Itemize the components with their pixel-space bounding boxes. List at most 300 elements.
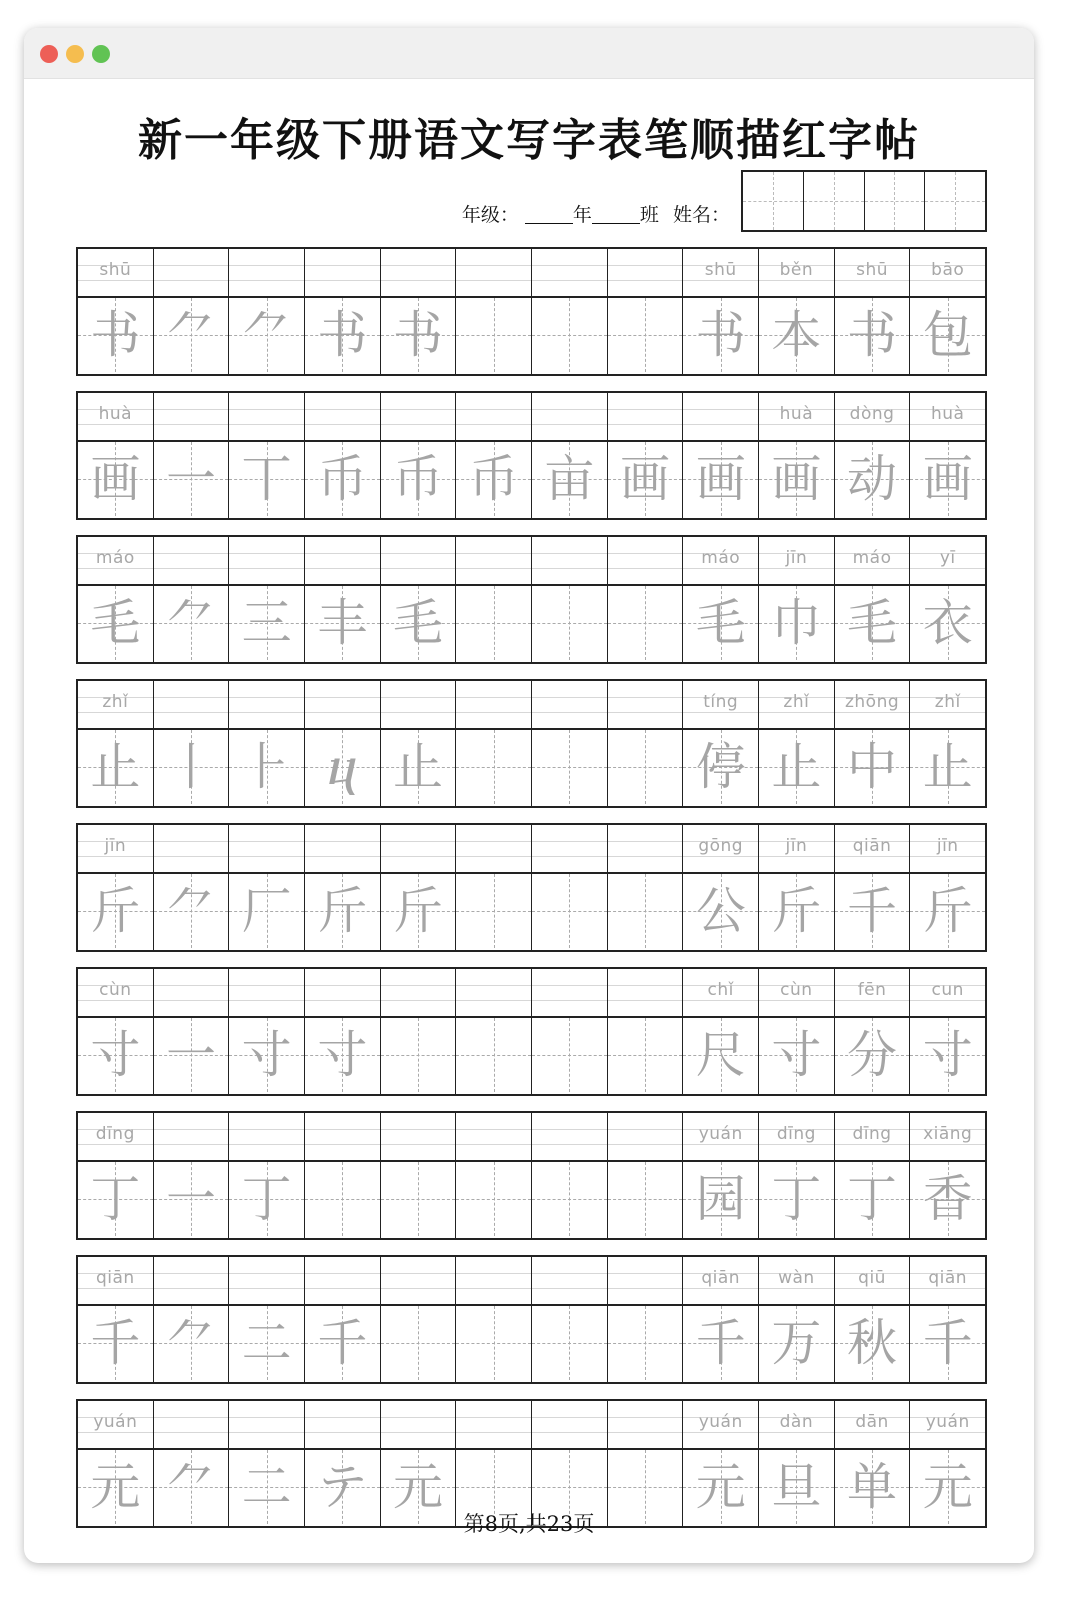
practice-cell[interactable] (456, 1257, 532, 1382)
pinyin-box (608, 393, 683, 442)
practice-cell[interactable] (305, 249, 381, 374)
pinyin-text: jīn (104, 836, 127, 856)
practice-cell[interactable] (835, 537, 911, 662)
pinyin-text: yuán (698, 1412, 743, 1432)
practice-cell[interactable] (305, 1401, 381, 1526)
tracing-character: 止 (393, 738, 444, 796)
practice-cell[interactable] (78, 1113, 154, 1238)
character-box (78, 1450, 153, 1524)
tracing-character (381, 1162, 456, 1236)
practice-cell[interactable] (683, 1257, 759, 1382)
practice-cell[interactable] (305, 393, 381, 518)
character-box (154, 586, 229, 660)
character-box (381, 730, 456, 804)
character-box (154, 1018, 229, 1092)
pinyin-text: yuán (925, 1412, 970, 1432)
practice-cell[interactable] (78, 1257, 154, 1382)
character-box (78, 1306, 153, 1380)
document-window (24, 28, 1034, 1563)
pinyin-box (759, 681, 834, 730)
pinyin-text: dān (855, 1412, 889, 1432)
practice-cell[interactable] (456, 1113, 532, 1238)
practice-cell[interactable] (835, 249, 911, 374)
character-box (683, 586, 758, 660)
practice-cell[interactable] (381, 537, 457, 662)
character-box (835, 1450, 910, 1524)
pinyin-box (759, 1401, 834, 1450)
practice-cell[interactable] (683, 681, 759, 806)
pinyin-box (835, 969, 910, 1018)
practice-row (76, 967, 987, 1096)
pinyin-text: shū (704, 260, 737, 280)
pinyin-box (229, 393, 304, 442)
pinyin-box (78, 1257, 153, 1306)
character-box (608, 874, 683, 948)
tracing-character (608, 1162, 683, 1236)
pinyin-text: wàn (778, 1268, 815, 1288)
tracing-character: 书 (695, 306, 746, 364)
pinyin-box (683, 825, 758, 874)
pinyin-box (154, 825, 229, 874)
practice-cell[interactable] (381, 1401, 457, 1526)
practice-cell[interactable] (683, 825, 759, 950)
name-cell[interactable] (925, 172, 985, 230)
pinyin-text: bāo (931, 260, 965, 280)
tracing-character: 止 (922, 738, 973, 796)
character-box (910, 442, 985, 516)
practice-cell[interactable] (78, 969, 154, 1094)
pinyin-text: máo (95, 548, 135, 568)
tracing-character: 二 (241, 1314, 292, 1372)
practice-cell[interactable] (229, 249, 305, 374)
practice-cell[interactable] (381, 825, 457, 950)
name-cell[interactable] (743, 172, 804, 230)
practice-cell[interactable] (683, 393, 759, 518)
tracing-character (608, 1450, 683, 1524)
practice-cell[interactable] (229, 1257, 305, 1382)
practice-cell[interactable] (532, 969, 608, 1094)
practice-cell[interactable] (910, 1257, 985, 1382)
practice-cell[interactable] (229, 825, 305, 950)
practice-cell[interactable] (456, 681, 532, 806)
practice-cell[interactable] (683, 1401, 759, 1526)
character-box (759, 298, 834, 372)
character-box (229, 730, 304, 804)
practice-cell[interactable] (456, 969, 532, 1094)
character-box (683, 1018, 758, 1092)
character-box (910, 1018, 985, 1092)
tracing-character: 毛 (695, 594, 746, 652)
character-box (608, 1450, 683, 1524)
character-box (456, 442, 531, 516)
character-box (683, 1450, 758, 1524)
pinyin-text: zhōng (844, 692, 900, 712)
practice-cell[interactable] (229, 969, 305, 1094)
pinyin-box (683, 1401, 758, 1450)
character-box (835, 586, 910, 660)
tracing-character: 一 (166, 1170, 216, 1228)
character-box (532, 874, 607, 948)
practice-cell[interactable] (608, 1113, 684, 1238)
character-box (381, 1162, 456, 1236)
pinyin-box (456, 393, 531, 442)
pinyin-box (229, 681, 304, 730)
practice-cell[interactable] (532, 1113, 608, 1238)
tracing-character: 丅 (241, 450, 292, 508)
practice-cell[interactable] (154, 1257, 230, 1382)
tracing-character: 三 (241, 594, 292, 652)
tracing-character: 书 (90, 306, 141, 364)
pinyin-text: shū (99, 260, 132, 280)
character-box (910, 874, 985, 948)
character-box (532, 1306, 607, 1380)
practice-cell[interactable] (759, 1401, 835, 1526)
character-box (683, 442, 758, 516)
practice-cell[interactable] (759, 681, 835, 806)
practice-cell[interactable] (608, 969, 684, 1094)
tracing-character: 单 (847, 1458, 898, 1516)
pinyin-box (456, 537, 531, 586)
practice-cell[interactable] (154, 681, 230, 806)
practice-cell[interactable] (532, 1257, 608, 1382)
pinyin-box (78, 825, 153, 874)
pinyin-text: yuán (93, 1412, 138, 1432)
character-box (835, 874, 910, 948)
practice-cell[interactable] (229, 537, 305, 662)
character-box (532, 442, 607, 516)
practice-cell[interactable] (456, 537, 532, 662)
pinyin-text: dàn (779, 1412, 814, 1432)
pinyin-box (910, 1257, 985, 1306)
tracing-character: テ (317, 1458, 368, 1516)
tracing-character: 园 (695, 1170, 746, 1228)
character-box (305, 1450, 380, 1524)
practice-cell[interactable] (835, 681, 911, 806)
character-box (381, 1306, 456, 1380)
practice-cell[interactable] (532, 825, 608, 950)
practice-row (76, 1399, 987, 1528)
practice-cell[interactable] (759, 249, 835, 374)
character-box (456, 586, 531, 660)
pinyin-box (683, 681, 758, 730)
pinyin-box (910, 969, 985, 1018)
practice-cell[interactable] (835, 1401, 911, 1526)
practice-cell[interactable] (78, 681, 154, 806)
practice-cell[interactable] (759, 1113, 835, 1238)
pinyin-box (835, 537, 910, 586)
practice-cell[interactable] (608, 393, 684, 518)
tracing-character: 画 (695, 450, 746, 508)
practice-cell[interactable] (78, 537, 154, 662)
pinyin-text: qiān (701, 1268, 741, 1288)
practice-cell[interactable] (835, 1113, 911, 1238)
character-box (683, 1306, 758, 1380)
pinyin-box (381, 1257, 456, 1306)
tracing-character: 万 (771, 1314, 822, 1372)
practice-cell[interactable] (78, 393, 154, 518)
practice-cell[interactable] (910, 1113, 985, 1238)
practice-cell[interactable] (305, 825, 381, 950)
pinyin-box (532, 825, 607, 874)
pinyin-box (608, 969, 683, 1018)
tracing-character (456, 1018, 531, 1092)
character-box (835, 730, 910, 804)
practice-cell[interactable] (532, 681, 608, 806)
class-blank[interactable] (592, 205, 640, 224)
practice-cell[interactable] (78, 1401, 154, 1526)
practice-cell[interactable] (381, 393, 457, 518)
tracing-character (532, 298, 607, 372)
character-box (759, 1018, 834, 1092)
pinyin-box (532, 1113, 607, 1162)
character-box (456, 1162, 531, 1236)
practice-cell[interactable] (154, 825, 230, 950)
tracing-character: 毛 (393, 594, 444, 652)
pinyin-box (835, 825, 910, 874)
practice-cell[interactable] (305, 681, 381, 806)
pinyin-text: gōng (698, 836, 744, 856)
character-box (683, 298, 758, 372)
tracing-character: 衣 (922, 594, 973, 652)
practice-cell[interactable] (608, 681, 684, 806)
practice-cell[interactable] (154, 537, 230, 662)
practice-cell[interactable] (229, 1113, 305, 1238)
pinyin-box (608, 1113, 683, 1162)
tracing-character: 斤 (393, 882, 444, 940)
pinyin-text: jīn (936, 836, 959, 856)
close-dot-icon[interactable] (40, 45, 58, 63)
pinyin-text: shū (856, 260, 888, 280)
tracing-character: 丁 (90, 1170, 141, 1228)
practice-cell[interactable] (456, 825, 532, 950)
pinyin-text: qiān (95, 1268, 135, 1288)
tracing-character: ⺈ (166, 882, 216, 940)
practice-cell[interactable] (154, 969, 230, 1094)
practice-cell[interactable] (835, 1257, 911, 1382)
practice-cell[interactable] (305, 969, 381, 1094)
tracing-character (456, 874, 531, 948)
practice-cell[interactable] (910, 681, 985, 806)
pinyin-box (456, 681, 531, 730)
tracing-character: 止 (771, 738, 822, 796)
tracing-character: ⺈ (166, 1458, 216, 1516)
tracing-character: 画 (90, 450, 141, 508)
practice-cell[interactable] (154, 393, 230, 518)
practice-cell[interactable] (305, 1257, 381, 1382)
tracing-character: ⺊ (241, 738, 292, 796)
practice-cell[interactable] (532, 1401, 608, 1526)
practice-cell[interactable] (229, 393, 305, 518)
practice-cell[interactable] (683, 249, 759, 374)
practice-cell[interactable] (305, 1113, 381, 1238)
practice-cell[interactable] (78, 249, 154, 374)
practice-cell[interactable] (456, 1401, 532, 1526)
pinyin-box (154, 249, 229, 298)
character-box (305, 1018, 380, 1092)
pinyin-box (759, 1113, 834, 1162)
character-box (456, 1306, 531, 1380)
pinyin-box (305, 681, 380, 730)
practice-cell[interactable] (608, 1401, 684, 1526)
pinyin-box (608, 681, 683, 730)
tracing-character: 币 (468, 450, 519, 508)
character-box (229, 442, 304, 516)
tracing-character: 分 (847, 1026, 898, 1084)
practice-row (76, 823, 987, 952)
character-box (532, 1018, 607, 1092)
practice-cell[interactable] (456, 393, 532, 518)
practice-cell[interactable] (532, 393, 608, 518)
practice-cell[interactable] (381, 969, 457, 1094)
practice-cell[interactable] (683, 969, 759, 1094)
tracing-character: 寸 (317, 1026, 368, 1084)
character-box (229, 1306, 304, 1380)
tracing-character (608, 1306, 683, 1380)
practice-cell[interactable] (910, 969, 985, 1094)
practice-cell[interactable] (305, 537, 381, 662)
character-box (608, 586, 683, 660)
character-box (910, 1162, 985, 1236)
practice-row (76, 391, 987, 520)
pinyin-box (683, 969, 758, 1018)
pinyin-box (759, 537, 834, 586)
pinyin-text: huà (779, 404, 814, 424)
practice-cell[interactable] (229, 1401, 305, 1526)
tracing-character (305, 1162, 380, 1236)
practice-cell[interactable] (910, 249, 985, 374)
practice-cell[interactable] (532, 249, 608, 374)
practice-cell[interactable] (910, 393, 985, 518)
practice-cell[interactable] (229, 681, 305, 806)
character-box (759, 1306, 834, 1380)
pinyin-box (532, 1257, 607, 1306)
tracing-character (608, 298, 683, 372)
practice-cell[interactable] (608, 249, 684, 374)
practice-cell[interactable] (759, 393, 835, 518)
practice-cell[interactable] (456, 249, 532, 374)
character-box (381, 1450, 456, 1524)
tracing-character (456, 586, 531, 660)
pinyin-box (683, 1113, 758, 1162)
practice-cell[interactable] (381, 249, 457, 374)
character-box (532, 730, 607, 804)
practice-cell[interactable] (683, 1113, 759, 1238)
character-box (78, 1018, 153, 1092)
character-box (532, 1450, 607, 1524)
pinyin-box (456, 969, 531, 1018)
practice-cell[interactable] (608, 1257, 684, 1382)
pinyin-box (910, 393, 985, 442)
pinyin-box (759, 825, 834, 874)
pinyin-text: zhǐ (783, 692, 810, 712)
pinyin-box (910, 537, 985, 586)
pinyin-text: dīng (852, 1124, 892, 1144)
practice-cell[interactable] (154, 1113, 230, 1238)
pinyin-box (608, 1401, 683, 1450)
maximize-dot-icon[interactable] (92, 45, 110, 63)
name-cell[interactable] (804, 172, 865, 230)
pinyin-box (305, 537, 380, 586)
year-blank[interactable] (525, 205, 573, 224)
practice-cell[interactable] (381, 681, 457, 806)
practice-cell[interactable] (381, 1113, 457, 1238)
pinyin-box (835, 393, 910, 442)
tracing-character: 本 (771, 306, 822, 364)
practice-cell[interactable] (759, 825, 835, 950)
tracing-character: 画 (620, 450, 671, 508)
pinyin-box (381, 249, 456, 298)
tracing-character: 动 (847, 450, 898, 508)
name-writing-grid[interactable] (741, 170, 987, 232)
tracing-character: 书 (393, 306, 444, 364)
pinyin-box (381, 537, 456, 586)
practice-cell[interactable] (835, 825, 911, 950)
pinyin-text: qiān (852, 836, 892, 856)
pinyin-box (759, 1257, 834, 1306)
pinyin-box (78, 1401, 153, 1450)
pinyin-box (381, 969, 456, 1018)
tracing-character (456, 298, 531, 372)
tracing-character: 秋 (847, 1314, 898, 1372)
pinyin-box (835, 1113, 910, 1162)
character-box (154, 1162, 229, 1236)
character-box (305, 1306, 380, 1380)
practice-cell[interactable] (759, 969, 835, 1094)
practice-cell[interactable] (381, 1257, 457, 1382)
tracing-character: 止 (90, 738, 141, 796)
tracing-character (608, 586, 683, 660)
practice-cell[interactable] (154, 249, 230, 374)
tracing-character: 丁 (771, 1170, 822, 1228)
tracing-character: 千 (317, 1314, 368, 1372)
minimize-dot-icon[interactable] (66, 45, 84, 63)
pinyin-box (608, 537, 683, 586)
practice-cell[interactable] (683, 537, 759, 662)
practice-cell[interactable] (78, 825, 154, 950)
pinyin-box (154, 1113, 229, 1162)
practice-cell[interactable] (910, 1401, 985, 1526)
character-box (381, 874, 456, 948)
tracing-character (381, 1306, 456, 1380)
character-box (305, 730, 380, 804)
character-box (759, 874, 834, 948)
pinyin-box (608, 1257, 683, 1306)
pinyin-text: huà (930, 404, 965, 424)
character-box (381, 442, 456, 516)
practice-cell[interactable] (608, 537, 684, 662)
pinyin-box (683, 1257, 758, 1306)
pinyin-text: xiāng (923, 1124, 973, 1144)
practice-cell[interactable] (759, 537, 835, 662)
character-box (532, 298, 607, 372)
practice-cell[interactable] (835, 969, 911, 1094)
tracing-character: 千 (922, 1314, 973, 1372)
pinyin-box (305, 1257, 380, 1306)
character-box (910, 1306, 985, 1380)
practice-cell[interactable] (608, 825, 684, 950)
name-cell[interactable] (865, 172, 926, 230)
character-box (683, 874, 758, 948)
pinyin-text: běn (779, 260, 814, 280)
practice-cell[interactable] (910, 825, 985, 950)
character-box (835, 1162, 910, 1236)
pinyin-box (154, 1401, 229, 1450)
practice-cell[interactable] (532, 537, 608, 662)
practice-cell[interactable] (835, 393, 911, 518)
practice-cell[interactable] (759, 1257, 835, 1382)
practice-cell[interactable] (154, 1401, 230, 1526)
practice-cell[interactable] (910, 537, 985, 662)
